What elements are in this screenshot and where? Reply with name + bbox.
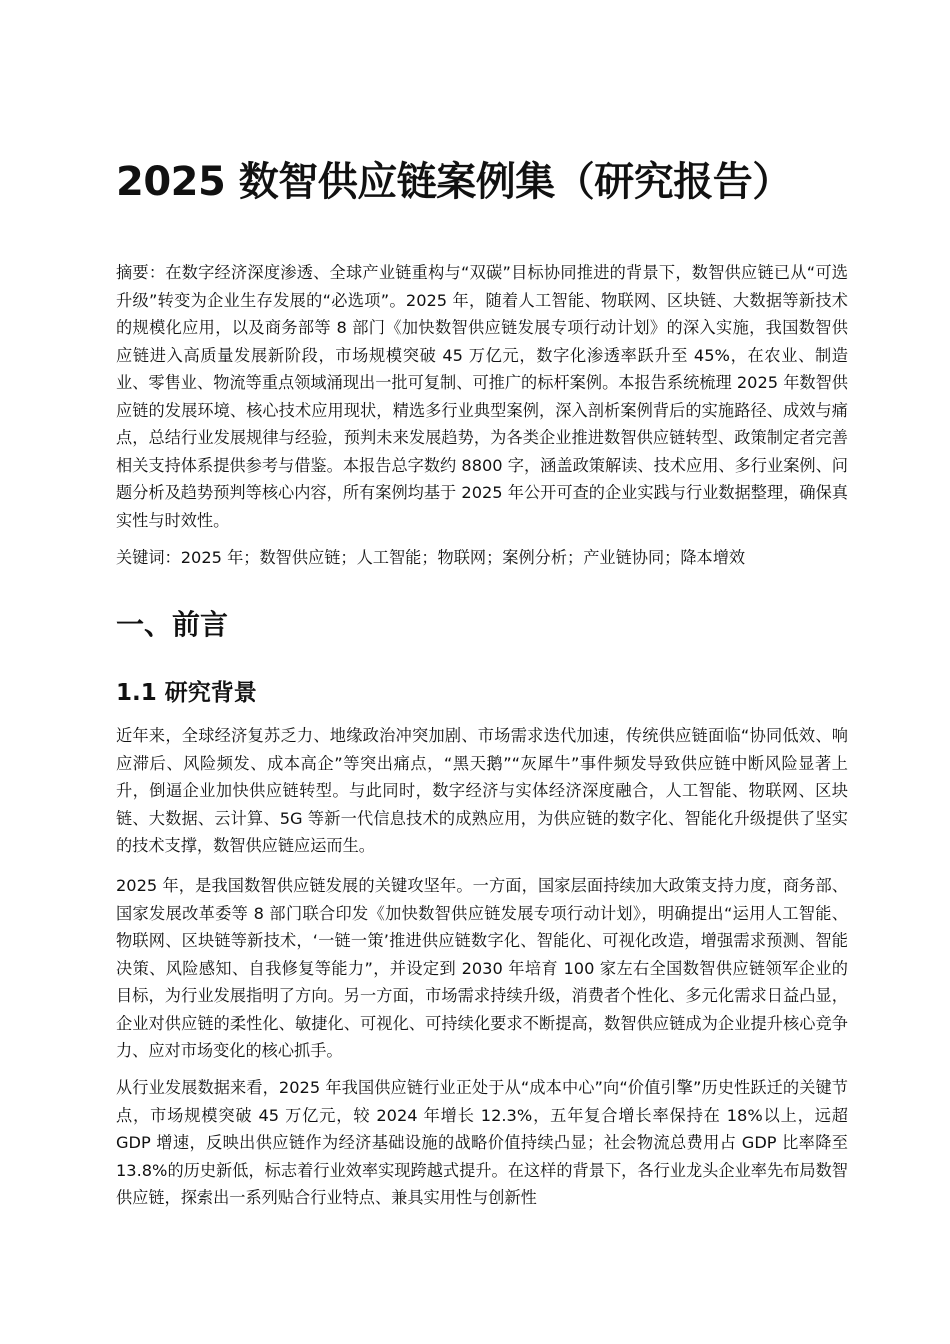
- section-heading-preface: 一、前言: [116, 608, 229, 641]
- subsection-heading-research-background: 1.1 研究背景: [116, 680, 257, 706]
- document-title: 2025 数智供应链案例集（研究报告）: [116, 159, 792, 205]
- body-paragraph-3: 从行业发展数据来看，2025 年我国供应链行业正处于从“成本中心”向“价值引擎”历史性跃迁的关键节点，市场规模突破 45 万亿元，较 2024 年增长 12.3%，五年复合增长率保持在 18%以上，远超 GDP 增速，反映出供应链作为经济基础设施的战略价值持续凸显；社会物流总费用占 GDP 比率降至 13.8%的历史新低，标志着行业效率实现跨越式提升。在这样的背景下，各行业龙头企业率先布局数智供应链，探索出一系列贴合行业特点、兼具实用性与创新性: [116, 1078, 848, 1207]
- abstract-paragraph: 摘要：在数字经济深度渗透、全球产业链重构与“双碳”目标协同推进的背景下，数智供应链已从“可选升级”转变为企业生存发展的“必选项”。2025 年，随着人工智能、物联网、区块链、大数据等新技术的规模化应用，以及商务部等 8 部门《加快数智供应链发展专项行动计划》的深入实施，我国数智供应链进入高质量发展新阶段，市场规模突破 45 万亿元，数字化渗透率跃升至 45%，在农业、制造业、零售业、物流等重点领域涌现出一批可复制、可推广的标杆案例。本报告系统梳理 2025 年数智供应链的发展环境、核心技术应用现状，精选多行业典型案例，深入剖析案例背后的实施路径、成效与痛点，总结行业发展规律与经验，预判未来发展趋势，为各类企业推进数智供应链转型、政策制定者完善相关支持体系提供参考与借鉴。本报告总字数约 8800 字，涵盖政策解读、技术应用、多行业案例、问题分析及趋势预判等核心内容，所有案例均基于 2025 年公开可查的企业实践与行业数据整理，确保真实性与时效性。: [116, 263, 848, 530]
- body-paragraph-1: 近年来，全球经济复苏乏力、地缘政治冲突加剧、市场需求迭代加速，传统供应链面临“协同低效、响应滞后、风险频发、成本高企”等突出痛点，“黑天鹅”“灰犀牛”事件频发导致供应链中断风险显著上升，倒逼企业加快供应链转型。与此同时，数字经济与实体经济深度融合，人工智能、物联网、区块链、大数据、云计算、5G 等新一代信息技术的成熟应用，为供应链的数字化、智能化升级提供了坚实的技术支撑，数智供应链应运而生。: [116, 726, 848, 855]
- keywords-line: 关键词：2025 年；数智供应链；人工智能；物联网；案例分析；产业链协同；降本增效: [116, 548, 746, 567]
- body-paragraph-2: 2025 年，是我国数智供应链发展的关键攻坚年。一方面，国家层面持续加大政策支持力度，商务部、国家发展改革委等 8 部门联合印发《加快数智供应链发展专项行动计划》，明确提出“运用人工智能、物联网、区块链等新技术，‘一链一策’推进供应链数字化、智能化、可视化改造，增强需求预测、智能决策、风险感知、自我修复等能力”，并设定到 2030 年培育 100 家左右全国数智供应链领军企业的目标，为行业发展指明了方向。另一方面，市场需求持续升级，消费者个性化、多元化需求日益凸显，企业对供应链的柔性化、敏捷化、可视化、可持续化要求不断提高，数智供应链成为企业提升核心竞争力、应对市场变化的核心抓手。: [116, 876, 848, 1060]
